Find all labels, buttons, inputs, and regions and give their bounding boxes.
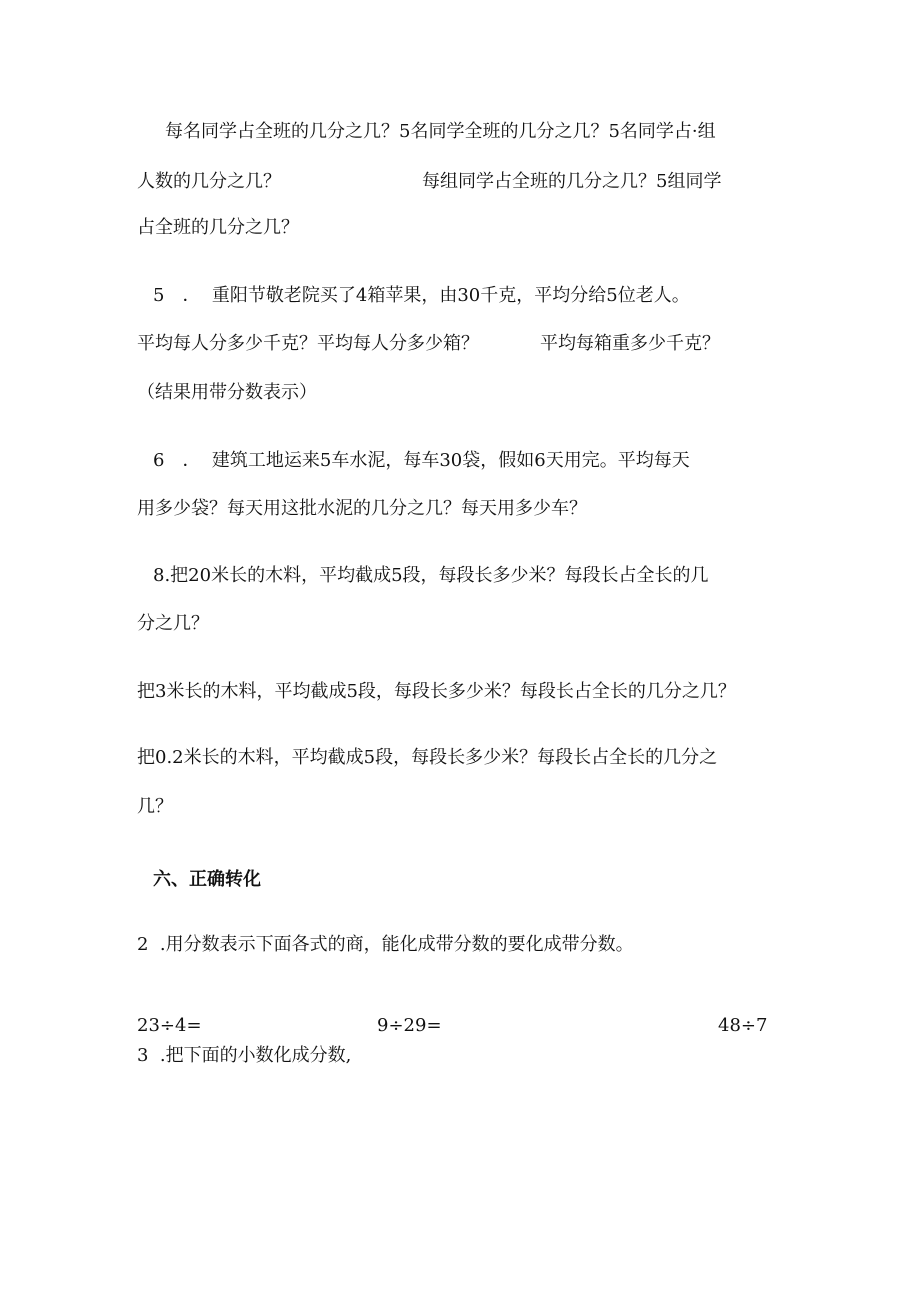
expression-item: 9÷29=: [377, 1015, 442, 1036]
question-2-line: 2 .用分数表示下面各式的商，能化成带分数的要化成带分数。: [137, 934, 634, 955]
question-line: 每组同学占全班的几分之几？5组同学: [422, 171, 722, 192]
question-5-line: 5 ． 重阳节敬老院买了4箱苹果，由30千克，平均分给5位老人。: [153, 285, 690, 306]
question-5-line: 平均每人分多少千克？平均每人分多少箱？: [137, 333, 479, 354]
expression-item: 23÷4=: [137, 1015, 202, 1036]
question-6-line: 6 ． 建筑工地运来5车水泥，每车30袋，假如6天用完。平均每天: [153, 450, 690, 471]
question-line: 每名同学占全班的几分之几？5名同学全班的几分之几？5名同学占·组: [165, 121, 716, 142]
question-6-line: 用多少袋？每天用这批水泥的几分之几？每天用多少车？: [137, 498, 587, 519]
expression-item: 48÷7: [718, 1015, 768, 1036]
question-5-note: （结果用带分数表示）: [137, 382, 317, 403]
question-line: 占全班的几分之几？: [137, 217, 299, 238]
question-8-line: 8.把20米长的木料，平均截成5段，每段长多少米？每段长占全长的几: [153, 565, 709, 586]
question-8-line: 分之几？: [137, 613, 209, 634]
question-3-line: 3 .把下面的小数化成分数,: [137, 1045, 352, 1066]
question-8-line: 把0.2米长的木料，平均截成5段，每段长多少米？每段长占全长的几分之: [137, 747, 718, 768]
question-5-line: 平均每箱重多少千克？: [540, 333, 720, 354]
question-line: 人数的几分之几？: [137, 171, 281, 192]
question-8-line: 几？: [137, 796, 173, 817]
section-heading: 六、正确转化: [153, 869, 261, 890]
question-8-line: 把3米长的木料，平均截成5段，每段长多少米？每段长占全长的几分之几？: [137, 681, 736, 702]
